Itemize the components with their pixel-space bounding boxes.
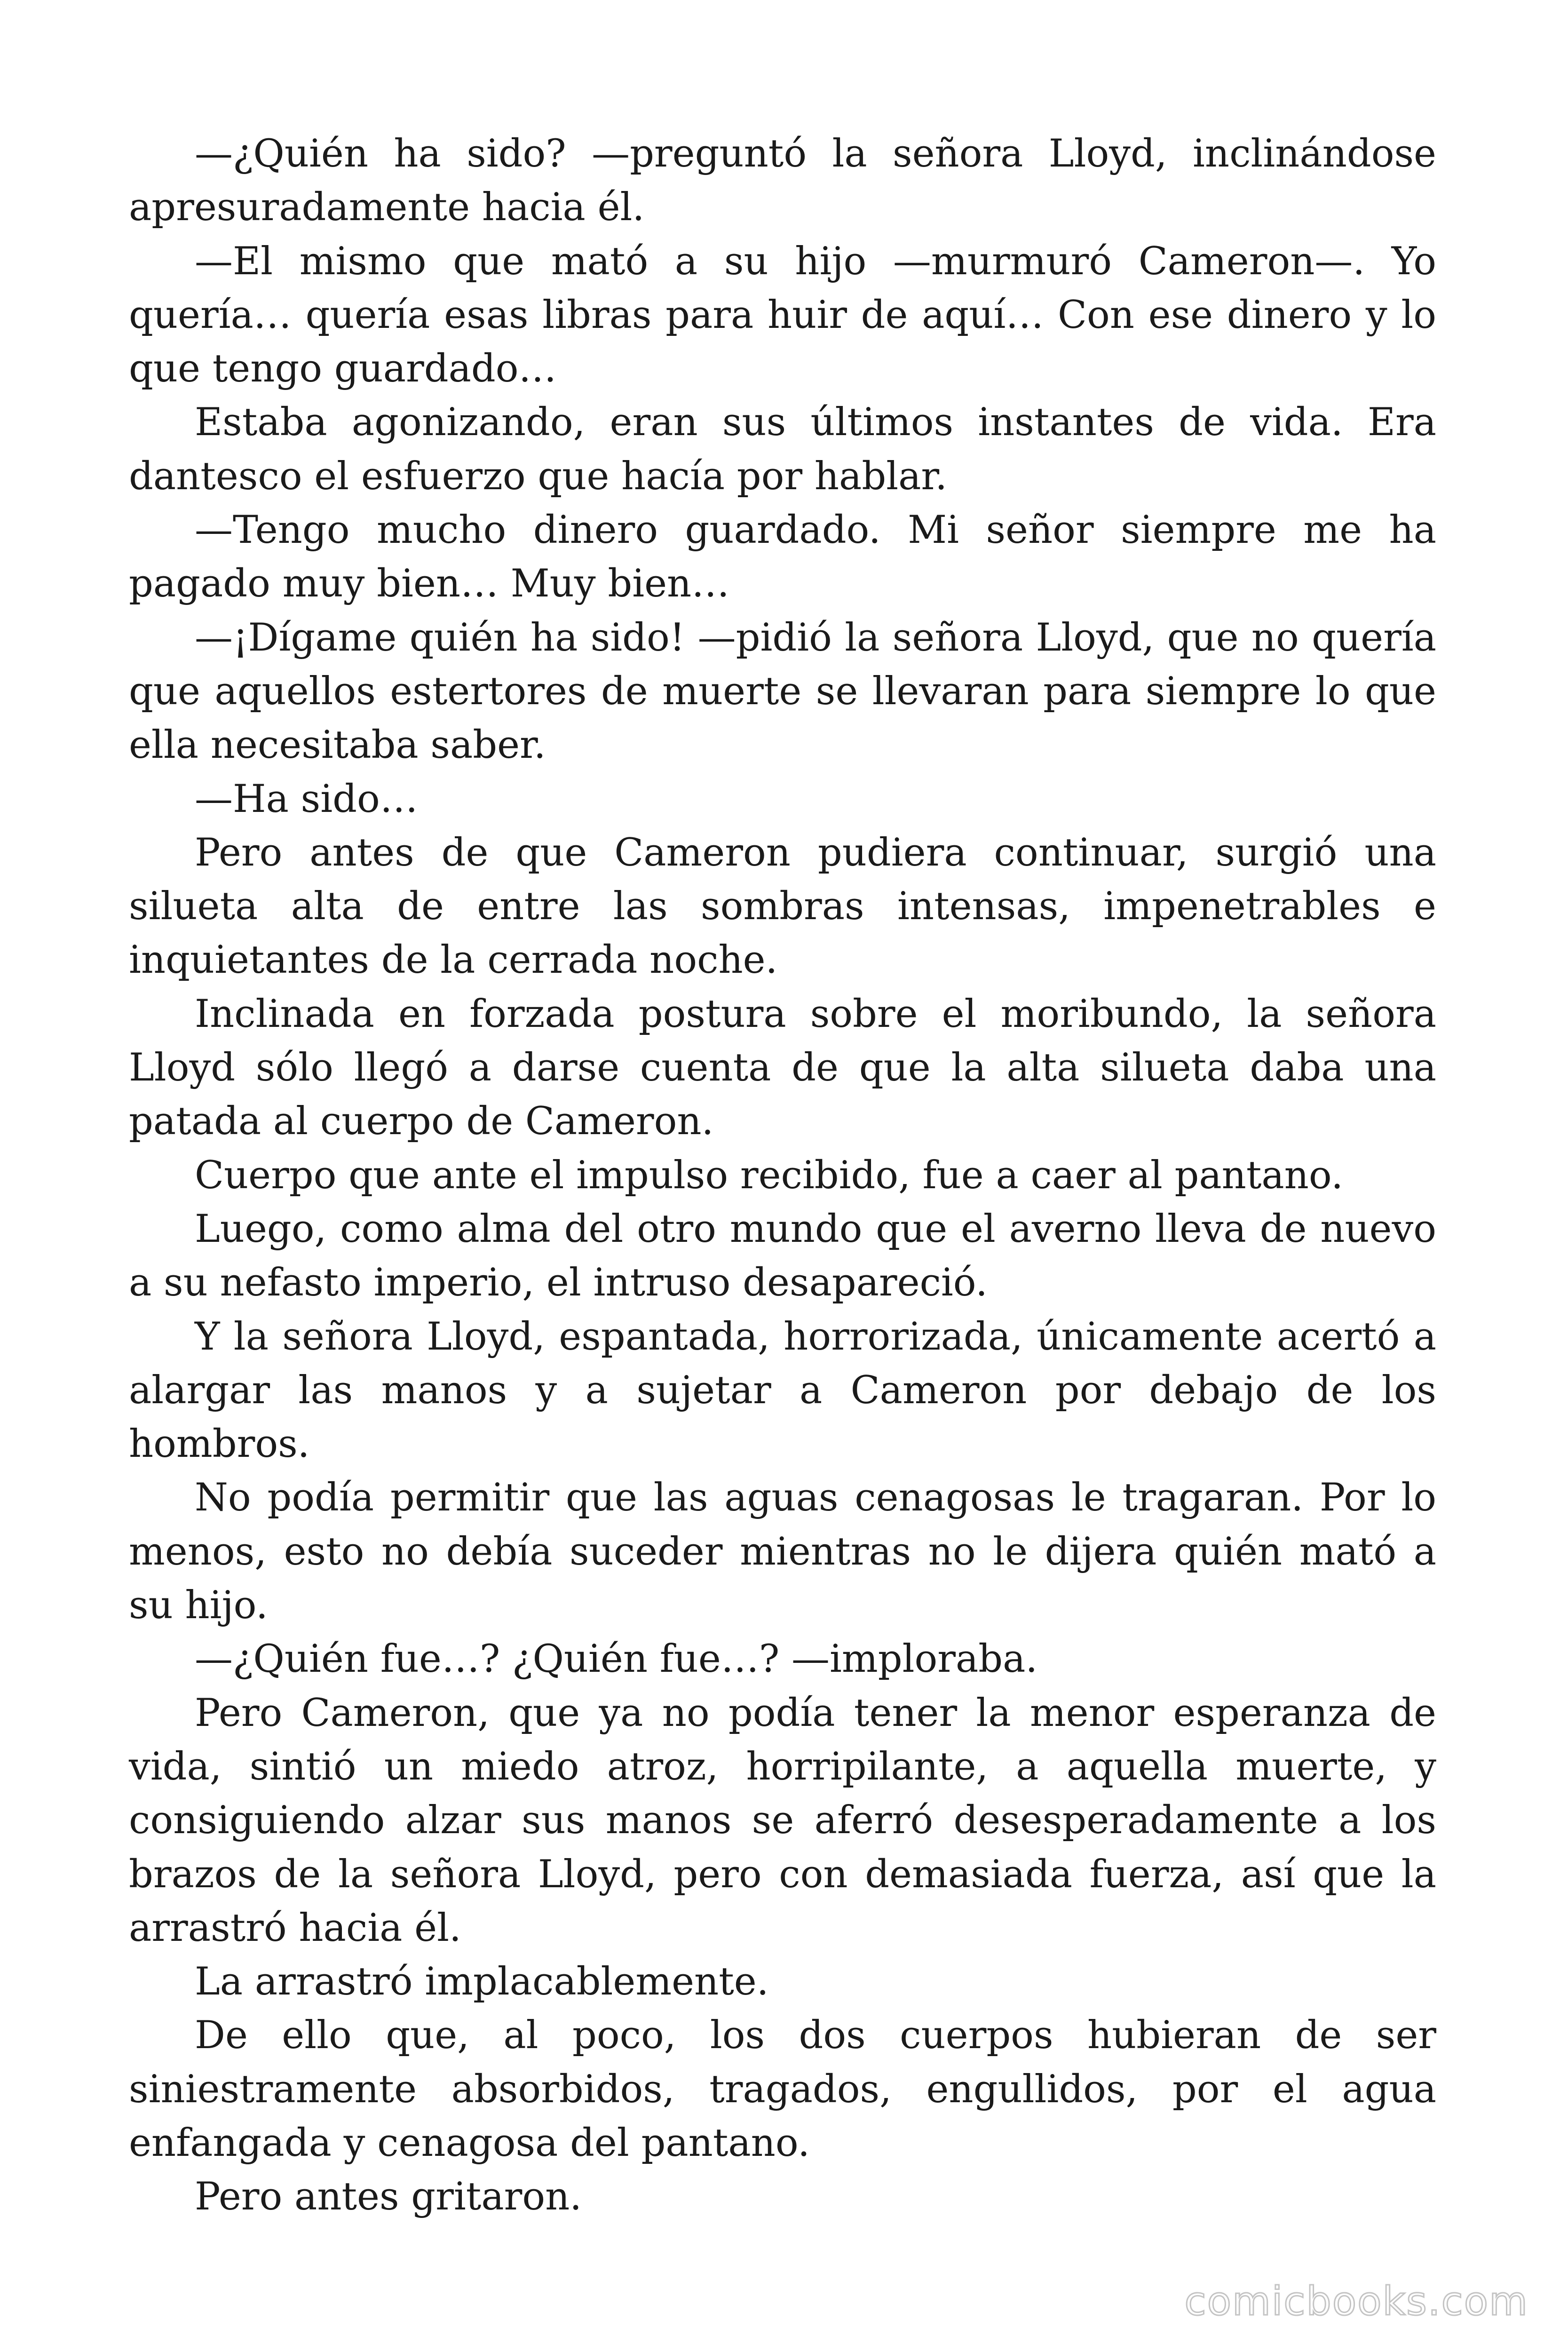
paragraph: Cuerpo que ante el impulso recibido, fue a caer al pantano. [195, 1153, 1343, 1198]
paragraph: Y la señora Lloyd, espantada, horrorizada, únicamente acertó a alargar las manos y a sujetar a Cameron por debajo de los hombros. [129, 1314, 1436, 1467]
paragraph: —¡Dígame quién ha sido! —pidió la señora Lloyd, que no quería que aquellos estertores de muerte se llevaran para siempre lo que ella necesitaba saber. [129, 615, 1436, 768]
paragraph: Estaba agonizando, eran sus últimos instantes de vida. Era dantesco el esfuerzo que hacía por hablar. [129, 400, 1436, 499]
paragraph: Pero Cameron, que ya no podía tener la menor esperanza de vida, sintió un miedo atroz, horripilante, a aquella muerte, y consiguiendo alzar sus manos se aferró desesperadamente a los brazos de la señora Lloyd, pero con demasiada fuerza, así que la arrastró hacia él. [129, 1691, 1436, 1950]
paragraph: De ello que, al poco, los dos cuerpos hubieran de ser siniestramente absorbidos, tragados, engullidos, por el agua enfangada y cenagosa del pantano. [129, 2013, 1436, 2165]
paragraph: —¿Quién ha sido? —preguntó la señora Lloyd, inclinándose apresuradamente hacia él. [129, 132, 1436, 230]
paragraph: —El mismo que mató a su hijo —murmuró Cameron—. Yo quería… quería esas libras para huir de aquí… Con ese dinero y lo que tengo guardado… [129, 239, 1436, 391]
paragraph: —Tengo mucho dinero guardado. Mi señor siempre me ha pagado muy bien… Muy bien… [129, 508, 1436, 606]
paragraph: Pero antes de que Cameron pudiera continuar, surgió una silueta alta de entre las sombras intensas, impenetrables e inquietantes de la cerrada noche. [129, 830, 1436, 983]
watermark-text: comicbooks.com [1184, 2278, 1528, 2324]
paragraph: Luego, como alma del otro mundo que el averno lleva de nuevo a su nefasto imperio, el intruso desapareció. [129, 1207, 1436, 1305]
paragraph: Inclinada en forzada postura sobre el moribundo, la señora Lloyd sólo llegó a darse cuenta de que la alta silueta daba una patada al cuerpo de Cameron. [129, 992, 1436, 1144]
paragraph: La arrastró implacablemente. [195, 1960, 769, 2004]
paragraph: No podía permitir que las aguas cenagosas le tragaran. Por lo menos, esto no debía suceder mientras no le dijera quién mató a su hijo. [129, 1476, 1436, 1628]
paragraph: —Ha sido… [195, 777, 418, 821]
paragraph: Pero antes gritaron. [195, 2175, 582, 2219]
text-body [129, 127, 1436, 2224]
paragraph: —¿Quién fue…? ¿Quién fue…? —imploraba. [195, 1637, 1038, 1682]
